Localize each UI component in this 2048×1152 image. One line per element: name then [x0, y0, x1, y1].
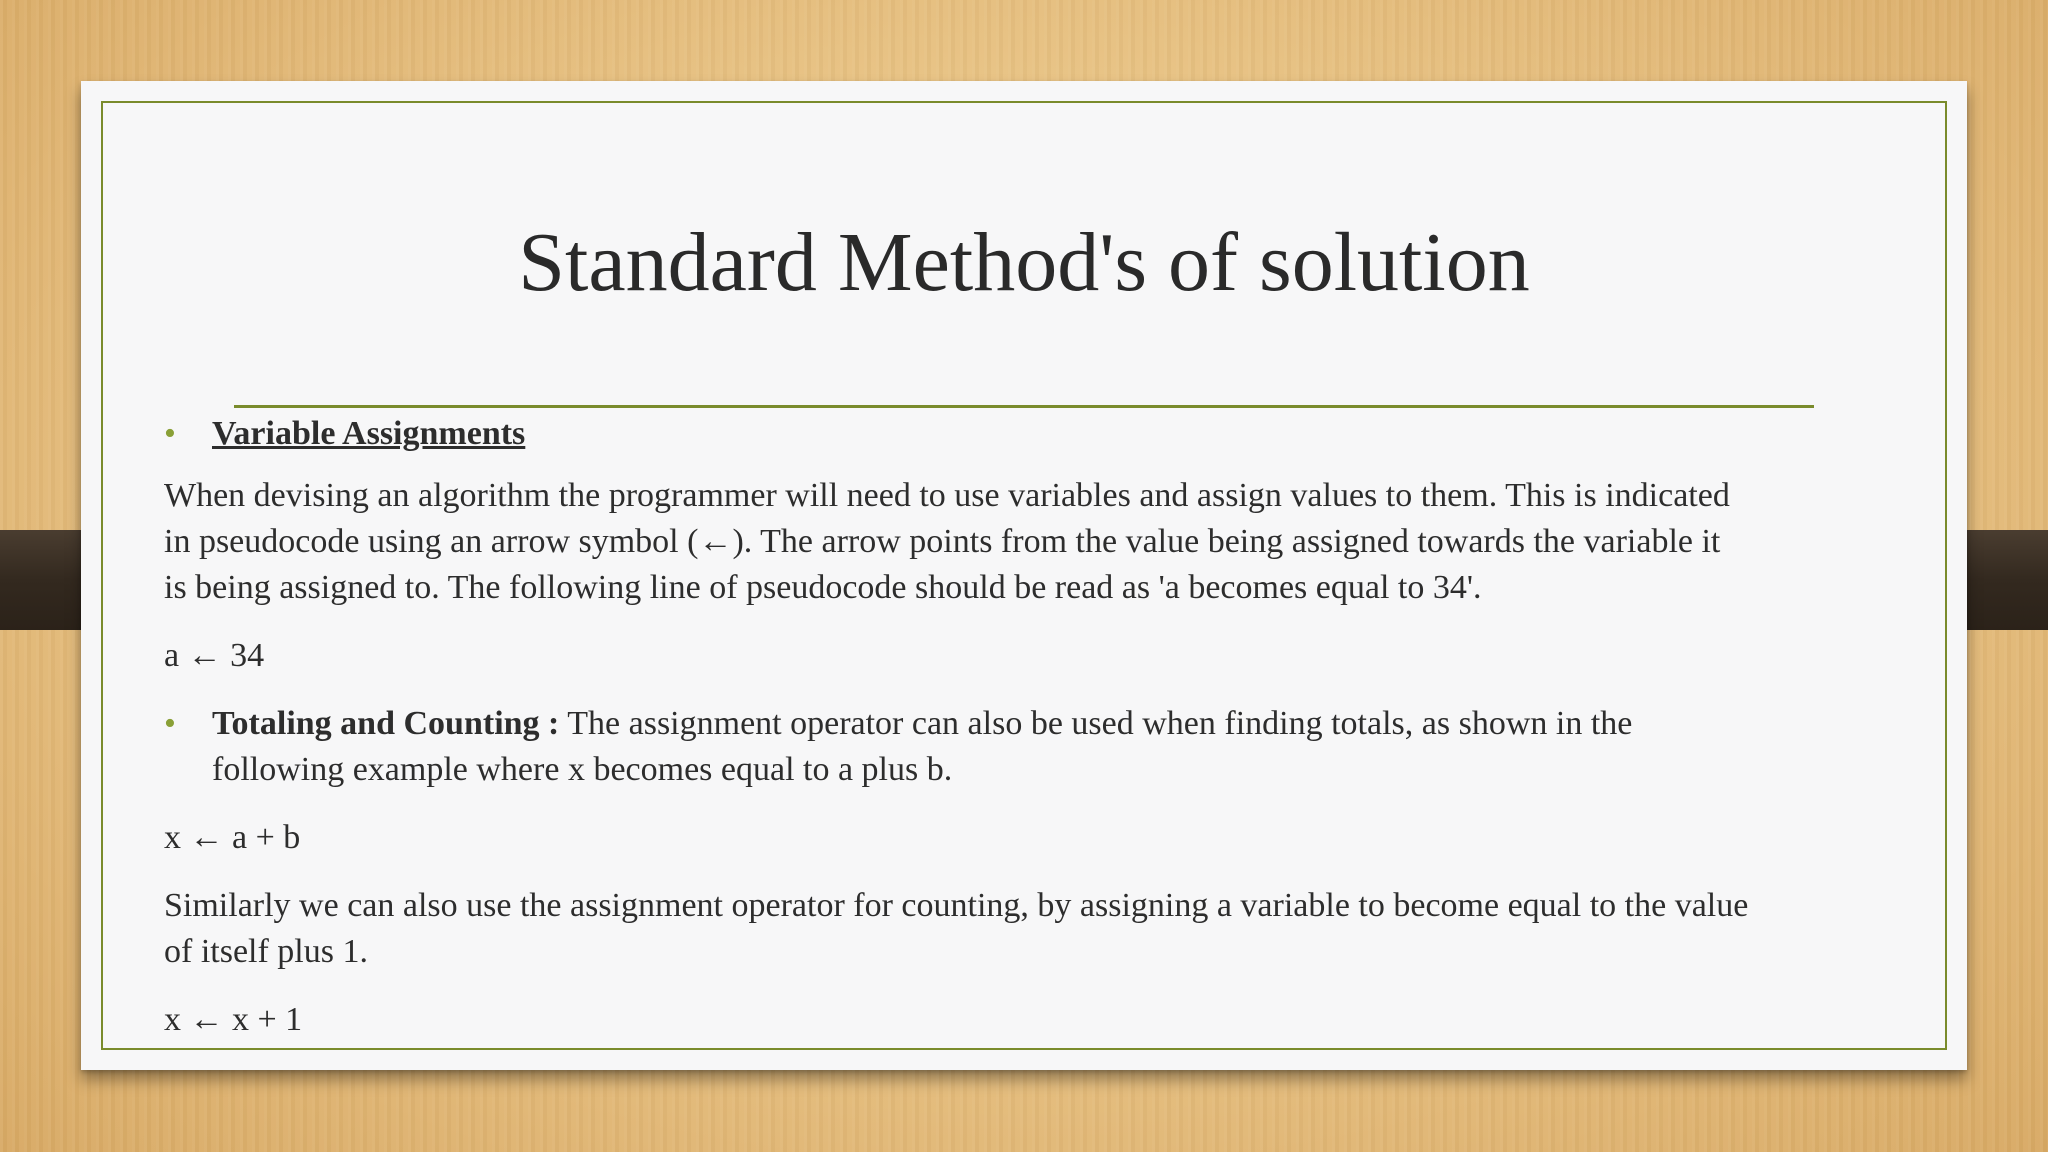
- paragraph-line: When devising an algorithm the programmer will need to use variables and assign values to them. This is indicated: [164, 477, 1730, 514]
- paragraph-line: of itself plus 1.: [164, 933, 368, 970]
- slide: [81, 81, 1967, 1070]
- section-heading-totaling-counting: Totaling and Counting :: [212, 705, 560, 742]
- paragraph-line: is being assigned to. The following line of pseudocode should be read as 'a becomes equal to 34'.: [164, 569, 1482, 606]
- bullet-text: The assignment operator can also be used when finding totals, as shown in the: [559, 705, 1633, 742]
- pseudocode-line-x-total: x ← a + b: [164, 819, 301, 856]
- paragraph-variable-assignments: [164, 473, 1964, 611]
- slide-title: Standard Method's of solution: [518, 216, 1530, 309]
- bullet-variable-assignments: [164, 411, 1964, 457]
- bullet-text: following example where x becomes equal to a plus b.: [212, 751, 953, 788]
- slide-body: [164, 411, 1964, 1043]
- pseudocode-line-x-count: x ← x + 1: [164, 1001, 303, 1038]
- bullet-totaling-counting: [164, 701, 1964, 793]
- bullet-dot: •: [164, 415, 176, 452]
- paragraph-counting: [164, 883, 1964, 975]
- section-heading-variable-assignments: Variable Assignments: [212, 415, 526, 452]
- paragraph-line: Similarly we can also use the assignment operator for counting, by assigning a variable to become equal to the value: [164, 887, 1749, 924]
- title-underline-rule: [234, 405, 1814, 408]
- pseudocode-line-a: a ← 34: [164, 637, 265, 674]
- bullet-dot: •: [164, 705, 176, 742]
- paragraph-line: in pseudocode using an arrow symbol (←). The arrow points from the value being assigned towards the variable it: [164, 523, 1721, 560]
